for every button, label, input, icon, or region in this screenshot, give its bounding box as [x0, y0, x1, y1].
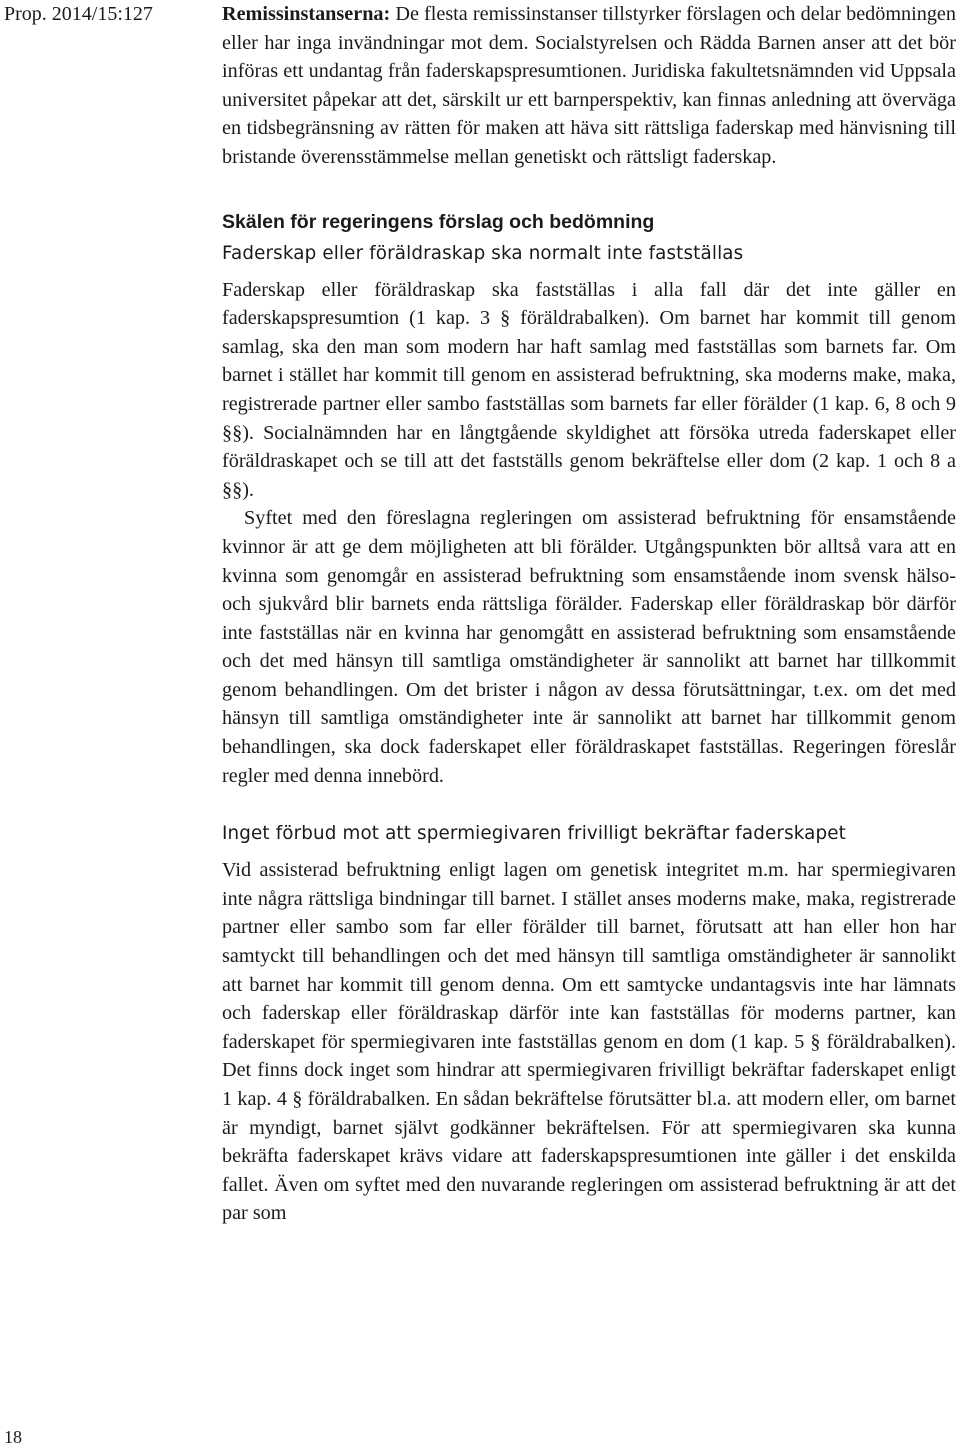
- remiss-text: De flesta remissinstanser tillstyrker förslagen och delar bedömningen eller har inga invändningar mot dem. Socialstyrelsen och Rädda Barnen anser att det bör införas ett undantag från faderskapspresumtionen. Juridiska fakultetsnämnden vid Uppsala universitet påpekar att det, särskilt ur ett barnperspektiv, kan finnas anledning att överväga en tidsbegränsning av rätten för maken att häva sitt rättsliga faderskap med hänvisning till bristande överensstämmelse mellan genetiskt och rättsligt faderskap.: [222, 3, 956, 168]
- document-reference: Prop. 2014/15:127: [4, 3, 153, 25]
- body-paragraph: Vid assisterad befruktning enligt lagen om genetisk integritet m.m. har spermiegivaren inte några rättsliga bindningar till barnet. I stället anses moderns make, maka, registrerade partner eller sambo som far eller förälder till barnet, förutsatt att han eller hon har samtyckt till behandlingen och det med hänsyn till samtliga omständigheter är sannolikt att barnet har kommit till genom denna. Om ett samtycke undantagsvis inte har lämnats och faderskap eller föräldraskap därför inte kan fastställas för moderns partner, kan faderskapet för spermiegivaren inte fastställas genom en dom (1 kap. 5 § föräldrabalken). Det finns dock inget som hindrar att spermiegivaren frivilligt bekräftar faderskapet enligt 1 kap. 4 § föräldrabalken. En sådan bekräftelse förutsätter bl.a. att modern eller, om barnet är myndigt, barnet självt godkänner bekräftelsen. För att spermiegivaren ska kunna bekräfta faderskapet krävs vidare att faderskapspresumtionen inte gäller i det enskilda fallet. Även om syftet med den nuvarande regleringen om assisterad befruktning är att det par som: [222, 859, 956, 1225]
- body-paragraph: Faderskap eller föräldraskap ska fastställas i alla fall där det inte gäller en faderskapspresumtion (1 kap. 3 § föräldrabalken). Om barnet har kommit till genom samlag, ska den man som modern har haft samlag med fastställas som barnets far. Om barnet i stället har kommit till genom en assisterad befruktning, ska moderns make, maka, registrerade partner eller sambo fastställas som barnets far eller förälder (1 kap. 6, 8 och 9 §§). Socialnämnden har en långtgående skyldighet att försöka utreda faderskapet eller föräldraskapet och se till att det fastställs genom bekräftelse eller dom (2 kap. 1 och 8 a §§).: [222, 278, 956, 501]
- subheading-spermiegivare: Inget förbud mot att spermiegivaren frivilligt bekräftar faderskapet: [222, 823, 846, 845]
- page-body: [222, 0, 956, 1228]
- subheading-faderskap: Faderskap eller föräldraskap ska normalt inte fastställas: [222, 242, 744, 264]
- section-heading: Skälen för regeringens förslag och bedömning: [222, 210, 655, 233]
- page-number: 18: [4, 1427, 22, 1447]
- remiss-paragraph: [222, 0, 956, 172]
- remiss-lead: Remissinstanserna:: [222, 3, 391, 25]
- body-paragraph: Syftet med den föreslagna regleringen om assisterad befruktning för ensamstående kvinnor är att ge dem möjligheten att bli förälder. Utgångspunkten bör alltså vara att en kvinna som genomgår en assisterad befruktning som ensamstående inom svensk hälso- och sjukvård blir barnets enda rättsliga förälder. Faderskap eller föräldraskap bör därför inte fastställas när en kvinna har genomgått en assisterad befruktning som ensamstående och det med hänsyn till samtliga omständigheter är sannolikt att barnet har tillkommit genom behandlingen. Om det brister i någon av dessa förutsättningar, t.ex. om det med hänsyn till samtliga omständigheter inte är sannolikt att barnet har tillkommit genom behandlingen, ska dock faderskapet eller föräldraskapet fastställas. Regeringen föreslår regler med denna innebörd.: [222, 507, 956, 787]
